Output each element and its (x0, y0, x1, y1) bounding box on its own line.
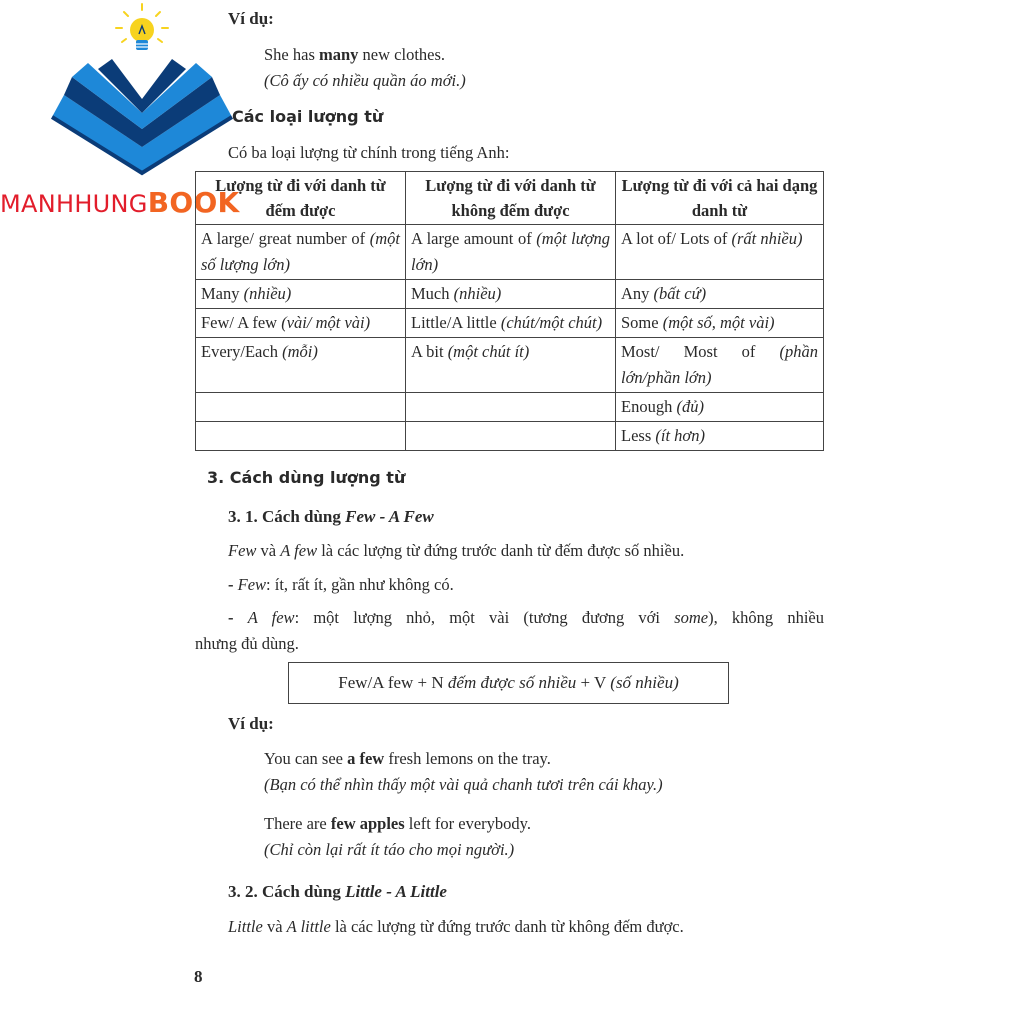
table-cell (406, 225, 616, 280)
table-header: Lượng từ đi với cả hai dạng danh từ (616, 172, 824, 225)
sub1-bullet-few (228, 573, 454, 597)
cell-meaning: (nhiều) (453, 284, 502, 303)
text: : một lượng nhỏ, một vài (tương đương với (294, 608, 675, 627)
formula-box (288, 662, 729, 704)
example2-sentence2 (264, 812, 531, 836)
table-cell (616, 225, 824, 280)
table-header: Lượng từ đi với danh từ không đếm được (406, 172, 616, 225)
italic-text: some (674, 608, 709, 627)
cell-meaning: (nhiều) (243, 284, 292, 303)
text: Few/A few + N (338, 673, 448, 692)
table-header-row (196, 172, 824, 225)
cell-text: Some (621, 313, 663, 332)
table-header: Lượng từ đi với danh từ đếm được (196, 172, 406, 225)
example1-label: Ví dụ: (228, 9, 274, 28)
cell-text: Little/A little (411, 313, 501, 332)
quantifier-table (195, 171, 824, 451)
text: : ít, rất ít, gần như không có. (266, 575, 454, 594)
table-cell (616, 393, 824, 422)
example2-translation1: (Bạn có thể nhìn thấy một vài quả chanh tươi trên cái khay.) (264, 775, 663, 794)
cell-meaning: (một chút ít) (447, 342, 530, 361)
cell-text: Most/ Most of (621, 342, 780, 361)
text: 3. 1. Cách dùng (228, 507, 346, 526)
cell-text: Any (621, 284, 654, 303)
lightbulb-icon (112, 2, 172, 62)
dash: - (228, 575, 238, 594)
table-cell (196, 225, 406, 280)
table-cell (406, 309, 616, 338)
italic-text: đếm được số nhiều (447, 673, 577, 692)
cell-meaning: (một lượng lớn) (411, 229, 611, 274)
text: new clothes. (358, 45, 446, 64)
table-row (196, 393, 824, 422)
italic-text: (số nhiều) (610, 673, 679, 692)
table-cell (196, 309, 406, 338)
text: She has (264, 45, 319, 64)
open-book-icon (42, 55, 242, 180)
table-cell (616, 338, 824, 393)
bold-text: a few (347, 749, 385, 768)
section3-heading: 3. Cách dùng lượng từ (207, 468, 406, 487)
table-cell (406, 393, 616, 422)
table-row (196, 422, 824, 451)
text: ), không nhiều (708, 608, 825, 627)
cell-text: Much (411, 284, 454, 303)
italic-text: A few (247, 608, 295, 627)
italic-text: Little - A Little (345, 882, 447, 901)
table-row (196, 338, 824, 393)
example2-sentence1 (264, 747, 551, 771)
sub1-bullet-a-few-cont: nhưng đủ dùng. (195, 634, 299, 653)
cell-meaning: (mỗi) (282, 342, 318, 361)
table-row (196, 225, 824, 280)
example1-translation: (Cô ấy có nhiều quần áo mới.) (264, 71, 466, 90)
sub2-heading (228, 882, 447, 902)
cell-text: A bit (411, 342, 448, 361)
cell-text: Less (621, 426, 656, 445)
cell-meaning: (phần lớn/phần lớn) (621, 342, 818, 387)
section2-intro: Có ba loại lượng từ chính trong tiếng Anh: (228, 143, 510, 162)
sub1-paragraph (228, 539, 684, 563)
italic-text: A few (280, 541, 318, 560)
cell-meaning: (một số, một vài) (662, 313, 775, 332)
table-row (196, 309, 824, 338)
table-cell (196, 393, 406, 422)
table-cell (196, 422, 406, 451)
example1-sentence (264, 43, 445, 67)
section2-heading: Các loại lượng từ (232, 107, 384, 126)
text: là các lượng từ đứng trước danh từ không đếm được. (330, 917, 684, 936)
text: và (262, 917, 287, 936)
table-cell (406, 338, 616, 393)
text: You can see (264, 749, 348, 768)
italic-text: Few - A Few (345, 507, 434, 526)
table-cell (616, 309, 824, 338)
sub2-paragraph (228, 915, 684, 939)
table-cell (406, 280, 616, 309)
table-row (196, 280, 824, 309)
italic-text: Little (228, 917, 263, 936)
cell-text: Every/Each (201, 342, 283, 361)
text: và (256, 541, 281, 560)
cell-meaning: (đủ) (676, 397, 704, 416)
text: + V (576, 673, 611, 692)
text: 3. 2. Cách dùng (228, 882, 346, 901)
italic-text: A little (286, 917, 331, 936)
sub1-bullet-a-few (228, 606, 824, 630)
brand-name-part1: MANHHUNG (0, 190, 148, 218)
dash: - (228, 608, 248, 627)
page-number: 8 (194, 967, 203, 986)
sub1-heading (228, 507, 434, 527)
cell-text: Enough (621, 397, 677, 416)
cell-text: A large/ great number of (201, 229, 370, 248)
example2-translation2: (Chỉ còn lại rất ít táo cho mọi người.) (264, 840, 515, 859)
cell-text: A lot of/ Lots of (621, 229, 732, 248)
table-cell (196, 338, 406, 393)
table-cell (196, 280, 406, 309)
brand-name-part2: BOOK (147, 186, 240, 219)
bold-text: many (319, 45, 359, 64)
cell-text: Many (201, 284, 244, 303)
cell-meaning: (chút/một chút) (500, 313, 603, 332)
text: There are (264, 814, 331, 833)
text: fresh lemons on the tray. (384, 749, 551, 768)
table-cell (616, 280, 824, 309)
cell-meaning: (bất cứ) (653, 284, 707, 303)
example2-label: Ví dụ: (228, 714, 274, 733)
cell-text: A large amount of (411, 229, 537, 248)
cell-meaning: (một số lượng lớn) (201, 229, 400, 274)
cell-meaning: (ít hơn) (655, 426, 705, 445)
italic-text: Few (237, 575, 267, 594)
bold-text: few apples (330, 814, 405, 833)
table-cell (406, 422, 616, 451)
table-cell (616, 422, 824, 451)
cell-text: Few/ A few (201, 313, 282, 332)
text: left for everybody. (404, 814, 531, 833)
cell-meaning: (vài/ một vài) (281, 313, 371, 332)
text: là các lượng từ đứng trước danh từ đếm được số nhiều. (317, 541, 685, 560)
italic-text: Few (228, 541, 257, 560)
cell-meaning: (rất nhiều) (731, 229, 803, 248)
